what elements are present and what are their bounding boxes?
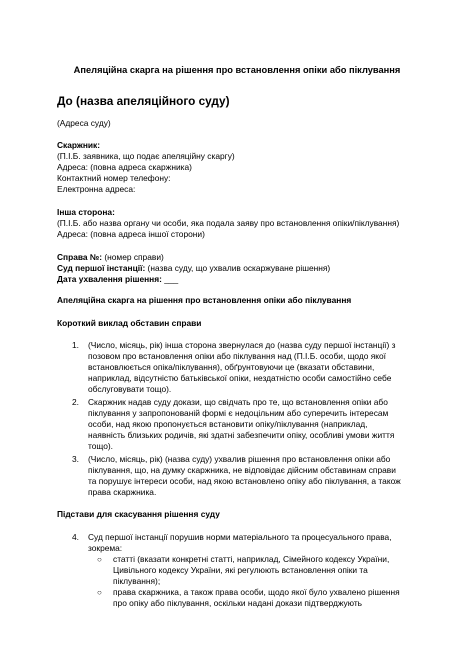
sub-list-item-line: піклування);	[113, 576, 161, 586]
list-item-line: тощо).	[88, 441, 113, 451]
list-item-line: наприклад, відсутністю батьківської опіки, нездатністю особи самостійно себе	[88, 373, 392, 383]
section1-title: Короткий виклад обставин справи	[57, 318, 202, 328]
first-instance-court-value: (назва суду, що ухвалив оскаржуване рішення)	[145, 263, 331, 273]
first-instance-court-label: Суд першої інстанції:	[57, 263, 146, 273]
case-number-label: Справа №:	[57, 252, 103, 262]
decision-date-line	[57, 274, 427, 285]
case-number-line	[57, 252, 427, 263]
court-address-block	[57, 118, 427, 129]
other-party-address: Адреса: (повна адреса іншої сторони)	[57, 229, 205, 239]
list-item-line: піклування у запропонованій формі є недоцільним або суперечить інтересам	[88, 408, 389, 418]
decision-date-value: ___	[161, 274, 179, 284]
list-item	[57, 397, 427, 452]
applicant-phone: Контактний номер телефону:	[57, 173, 171, 183]
list-item-line: позовом про встановлення опіки або піклування над (П.І.Б. особи, щодо якої	[88, 351, 387, 361]
sub-list-item	[57, 554, 427, 587]
case-number-value: (номер справи)	[102, 252, 164, 262]
other-party-name: (П.І.Б. або назва органу чи особи, яка подала заяву про встановлення опіки/піклування)	[57, 218, 400, 228]
list-item-line: (Число, місяць, рік) інша сторона звернулася до (назва суду першої інстанції) з	[88, 340, 396, 350]
other-party-block	[57, 207, 427, 240]
sub-list-item-line: права скаржника, а також права особи, щодо якої було ухвалено рішення	[113, 587, 400, 597]
document-title: Апеляційна скарга на рішення про встановлення опіки або піклування	[73, 65, 401, 75]
sub-list-item-line: про опіку або піклування, оскільки надані докази підтверджують	[113, 598, 363, 608]
applicant-email: Електронна адреса:	[57, 184, 136, 194]
sub-list-item	[57, 587, 427, 609]
section2-list	[57, 532, 427, 554]
list-item-number: 2.	[72, 397, 79, 407]
section2-sublist	[57, 554, 427, 609]
list-item-line: права скаржника.	[88, 487, 157, 497]
list-item-line: піклування, що, на думку скаржника, не відповідає дійсним обставинам справи	[88, 465, 396, 475]
hollow-circle-bullet-icon: ○	[97, 588, 102, 597]
list-item-line: зокрема:	[88, 543, 123, 553]
section2-title-block	[57, 509, 427, 520]
applicant-block	[57, 140, 427, 195]
list-item-line: особи, над якою пропонується встановити опіку/піклування (наприклад,	[88, 419, 368, 429]
list-item-line: Суд першої інстанції порушив норми матеріального та процесуального права,	[88, 532, 392, 542]
other-party-label: Інша сторона:	[57, 207, 115, 217]
applicant-name: (П.І.Б. заявника, що подає апеляційну скаргу)	[57, 151, 235, 161]
body-title: Апеляційна скарга на рішення про встановлення опіки або піклування	[57, 295, 352, 305]
hollow-circle-bullet-icon: ○	[97, 555, 102, 564]
applicant-label: Скаржник:	[57, 140, 101, 150]
sub-list-item-line: Цивільного кодексу України, які регулюють встановлення опіки та	[113, 565, 368, 575]
case-info-block	[57, 252, 427, 285]
first-instance-court-line	[57, 263, 427, 274]
list-item	[57, 454, 427, 498]
sub-list-item-line: статті (вказати конкретні статті, наприклад, Сімейного кодексу України,	[113, 554, 390, 564]
list-item-number: 4.	[72, 532, 79, 542]
list-item-line: наявність близьких родичів, які здатні забезпечити опіку, особливі умови життя	[88, 430, 395, 440]
applicant-address: Адреса: (повна адреса скаржника)	[57, 162, 192, 172]
body-title-block	[57, 295, 427, 306]
list-item-number: 3.	[72, 454, 79, 464]
decision-date-label: Дата ухвалення рішення:	[57, 274, 162, 284]
list-item-line: Скаржник надав суду докази, що свідчать про те, що встановлення опіки або	[88, 397, 388, 407]
section2-title: Підстави для скасування рішення суду	[57, 509, 220, 519]
list-item-line: обслуговувати тощо).	[88, 384, 172, 394]
list-item-line: (Число, місяць, рік) (назва суду) ухвалив рішення про встановлення опіки або	[88, 454, 391, 464]
list-item-number: 1.	[72, 340, 79, 350]
section1-title-block	[57, 318, 427, 329]
list-item	[57, 340, 427, 395]
list-item-line: встановлюється опіка/піклування), обґрунтовуючи це (вказати обставини,	[88, 362, 375, 372]
list-item	[57, 532, 427, 554]
section1-list	[57, 340, 427, 500]
court-address: (Адреса суду)	[57, 118, 111, 128]
list-item-line: та порушує інтереси особи, над якою встановлено опіку або піклування, а також	[88, 476, 401, 486]
court-heading: До (назва апеляційного суду)	[57, 94, 230, 108]
